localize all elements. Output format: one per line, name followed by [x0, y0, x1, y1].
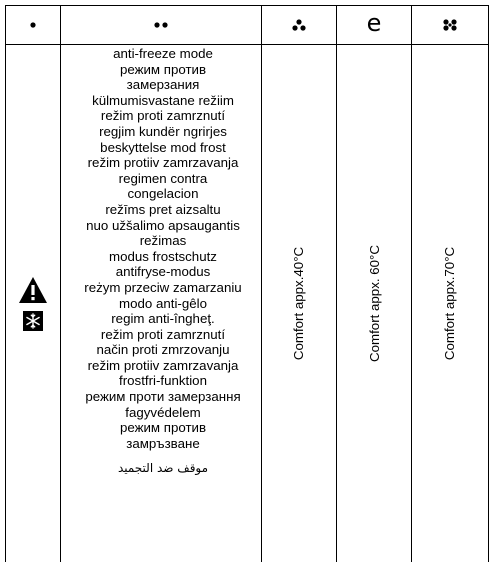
comfort-cell-40	[262, 45, 336, 562]
mode-name-line: regim anti-îngheţ.	[111, 311, 215, 327]
snowflake-icon	[23, 311, 43, 331]
settings-table	[5, 5, 489, 562]
eco-symbol: e	[366, 9, 382, 37]
one-dot-icon	[30, 22, 36, 28]
mode-name-line: režīms pret aizsaltu	[105, 201, 221, 217]
two-dots-icon	[154, 22, 168, 28]
mode-name-line: замерзания	[126, 77, 200, 93]
mode-name-line: regimen contra	[118, 170, 208, 186]
mode-name-line: nuo užšalimo apsaugantis	[86, 217, 240, 233]
mode-name-line: režim proti zamrznutí	[100, 108, 226, 124]
mode-name-line: замръзване	[126, 435, 200, 451]
header-cell-3	[262, 6, 336, 44]
column-divider	[60, 6, 61, 562]
mode-name-line: beskyttelse mod frost	[100, 139, 226, 155]
mode-name-line: режим проти замерзання	[85, 389, 241, 405]
mode-name-line: režimas	[139, 233, 187, 249]
mode-name-line: modo anti-gêlo	[119, 295, 207, 311]
mode-name-line: anti-freeze mode	[113, 46, 213, 61]
warning-triangle-icon	[18, 276, 48, 304]
mode-name-line: antifryse-modus	[115, 264, 211, 280]
comfort-40-label: Comfort appx.40°C	[291, 246, 307, 361]
frost-warning-icons	[18, 276, 54, 336]
comfort-70-label: Comfort appx.70°C	[442, 246, 458, 361]
comfort-60-label: Comfort appx. 60°C	[366, 245, 382, 362]
mode-name-line: reżym przeciw zamarzaniu	[84, 279, 242, 295]
mode-name-line: frostfri-funktion	[119, 373, 207, 389]
mode-name-line: külmumisvastane režiim	[92, 92, 234, 108]
mode-name-line: режим против	[119, 420, 207, 436]
mode-name-arabic: موقف ضد التجميد	[117, 461, 209, 476]
four-dots-icon	[443, 19, 457, 31]
anti-freeze-mode-names	[66, 46, 260, 477]
comfort-cell-60	[337, 45, 411, 562]
mode-name-line: režim proti zamrznutí	[100, 326, 226, 342]
mode-name-line: režim protiiv zamrzavanja	[87, 357, 239, 373]
header-cell-2	[61, 6, 261, 44]
mode-name-line: režim protiiv zamrzavanja	[87, 155, 239, 171]
mode-name-line: regjim kundër ngrirjes	[99, 123, 227, 139]
comfort-cell-70	[412, 45, 488, 562]
mode-name-line: congelacion	[127, 186, 199, 202]
three-dots-icon	[292, 19, 306, 31]
header-cell-1	[6, 6, 60, 44]
spacer	[66, 451, 260, 461]
mode-name-line: fagyvédelem	[125, 404, 201, 420]
mode-name-line: modus frostschutz	[109, 248, 217, 264]
header-cell-5	[412, 6, 488, 44]
mode-name-line: режим против	[119, 61, 207, 77]
mode-name-line: način proti zmrzovanju	[96, 342, 230, 358]
header-cell-4	[337, 6, 411, 44]
